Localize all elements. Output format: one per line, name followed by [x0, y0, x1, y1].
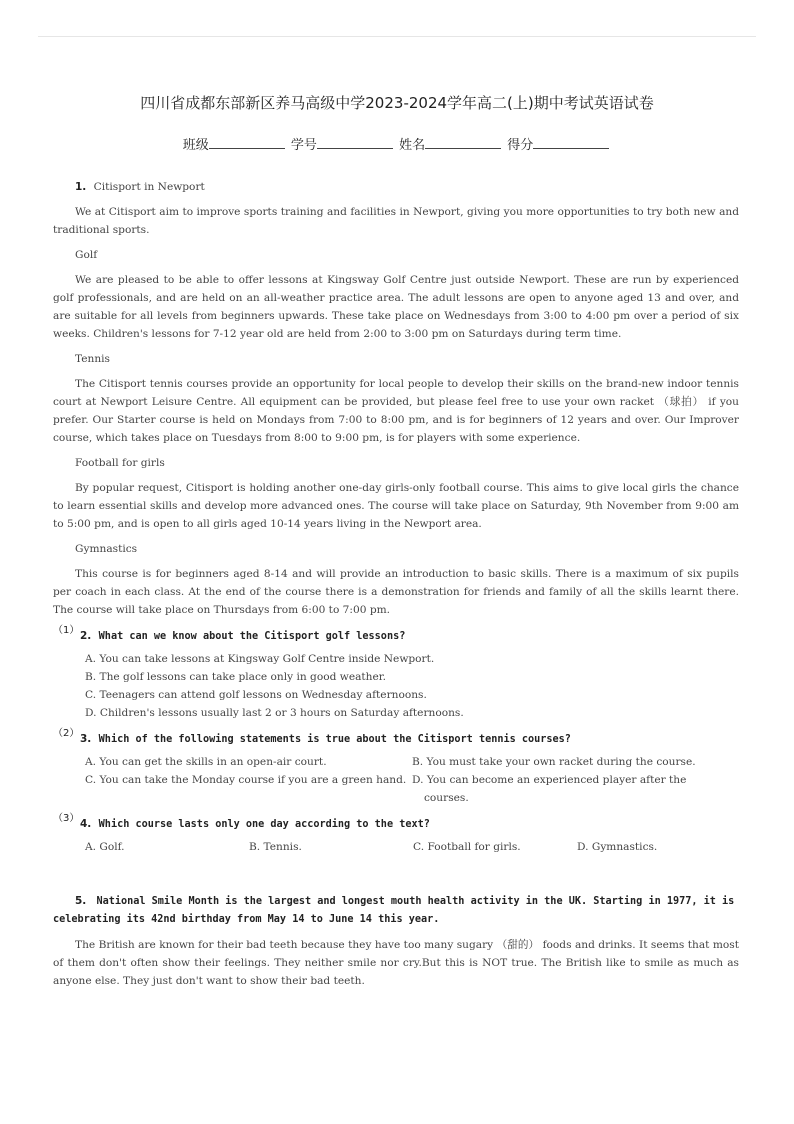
section-heading-football: Football for girls: [75, 457, 165, 469]
option-d[interactable]: D. Gymnastics.: [577, 841, 658, 853]
field-class-blank[interactable]: [209, 136, 285, 149]
option-b[interactable]: B. Tennis.: [249, 841, 302, 853]
question-2-text: Which of the following statements is true about the Citisport tennis courses?: [98, 734, 571, 745]
option-c[interactable]: C. Football for girls.: [413, 841, 521, 853]
page-title: 四川省成都东部新区养马高级中学2023-2024学年高二(上)期中考试英语试卷: [140, 94, 654, 112]
question-2: [53, 730, 739, 749]
section-text-tennis: The Citisport tennis courses provide an opportunity for local people to develop their skills on the brand-new indoor tennis court at Newport Leisure Centre. All equipment can be provided, but please feel free to use your own racket （球拍） if you prefer. Our Starter course is held on Mondays from 7:00 to 8:00 pm, and is for beginners of 12 years and over. Our Improver course, which takes place on Tuesdays from 8:00 to 9:00 pm, is for players with some experience.: [53, 378, 739, 444]
section-heading-gymnastics: Gymnastics: [75, 543, 138, 555]
question-2-label: （2）: [53, 728, 80, 739]
field-score-label: 得分: [507, 138, 534, 153]
section-heading-golf: Golf: [75, 249, 98, 261]
option-b[interactable]: B. You must take your own racket during the course.: [412, 756, 696, 768]
field-class-label: 班级: [182, 138, 209, 153]
option-a[interactable]: A. Golf.: [85, 841, 125, 853]
question-1-label: （1）: [53, 625, 80, 636]
question-1: [53, 627, 739, 646]
question-3-text: Which course lasts only one day according to the text?: [98, 819, 430, 830]
field-name-label: 姓名: [399, 138, 426, 153]
exam-content: [53, 178, 739, 997]
question-1-text: What can we know about the Citisport golf lessons?: [98, 631, 406, 642]
question-1-number: 2.: [80, 630, 92, 642]
option-d[interactable]: D. Children's lessons usually last 2 or 3 hours on Saturday afternoons.: [85, 707, 464, 719]
question-3-number: 4.: [80, 818, 92, 830]
passage2-number: 5.: [75, 895, 87, 907]
option-a[interactable]: A. You can take lessons at Kingsway Golf Centre inside Newport.: [85, 653, 435, 665]
field-name-blank[interactable]: [425, 136, 501, 149]
field-score-blank[interactable]: [533, 136, 609, 149]
passage1-title-text: Citisport in Newport: [93, 181, 205, 193]
passage2-paragraph: The British are known for their bad teeth because they have too many sugary （甜的） foods and drinks. It seems that most of them don't often show their feelings. They neither smile nor cry.But this is NOT true. The British like to smile as much as anyone else. They just don't want to show their bad teeth.: [53, 939, 739, 987]
passage1-number: 1.: [75, 181, 87, 193]
passage2-intro-text: National Smile Month is the largest and longest mouth health activity in the UK. Starting in 1977, it is celebrating its 42nd birthday from May 14 to June 14 this year.: [53, 896, 735, 925]
question-3-options: [53, 838, 739, 856]
option-a[interactable]: A. You can get the skills in an open-air court.: [85, 756, 327, 768]
field-id-label: 学号: [290, 138, 317, 153]
passage1-intro: We at Citisport aim to improve sports training and facilities in Newport, giving you more opportunities to try both new and traditional sports.: [53, 206, 739, 236]
option-c[interactable]: C. You can take the Monday course if you are a green hand.: [85, 774, 407, 786]
section-heading-tennis: Tennis: [75, 353, 110, 365]
question-2-options: [53, 753, 739, 807]
section-text-gymnastics: This course is for beginners aged 8-14 and will provide an introduction to basic skills. There is a maximum of six pupils per coach in each class. At the end of the course there is a demonstration for friends and family of all the skills learnt there. The course will take place on Thursdays from 6:00 to 7:00 pm.: [53, 568, 739, 616]
field-id-blank[interactable]: [317, 136, 393, 149]
section-text-football: By popular request, Citisport is holding another one-day girls-only football course. This aims to give local girls the chance to learn essential skills and develop more advanced ones. The course will take place on Saturday, 9th November from 9:00 am to 5:00 pm, and is open to all girls aged 10-14 years living in the Newport area.: [53, 482, 739, 530]
passage2-intro: [53, 892, 739, 929]
student-info-line: [0, 134, 794, 153]
question-3: [53, 815, 739, 834]
question-3-label: （3）: [53, 813, 80, 824]
question-2-number: 3.: [80, 733, 92, 745]
question-1-options: [53, 650, 739, 722]
option-c[interactable]: C. Teenagers can attend golf lessons on Wednesday afternoons.: [85, 689, 427, 701]
option-b[interactable]: B. The golf lessons can take place only in good weather.: [85, 671, 387, 683]
option-d[interactable]: D. You can become an experienced player after the courses.: [412, 774, 687, 804]
top-divider: [38, 36, 756, 37]
section-text-golf: We are pleased to be able to offer lessons at Kingsway Golf Centre just outside Newport. These are run by experienced golf professionals, and are held on an all-weather practice area. The adult lessons are open to anyone aged 13 and over, and are suitable for all levels from beginners upwards. These take place on Wednesdays from 3:00 to 4:00 pm over a period of six weeks. Children's lessons for 7-12 year old are held from 2:00 to 3:00 pm on Saturdays during term time.: [53, 274, 739, 340]
passage1-title: [75, 178, 739, 196]
